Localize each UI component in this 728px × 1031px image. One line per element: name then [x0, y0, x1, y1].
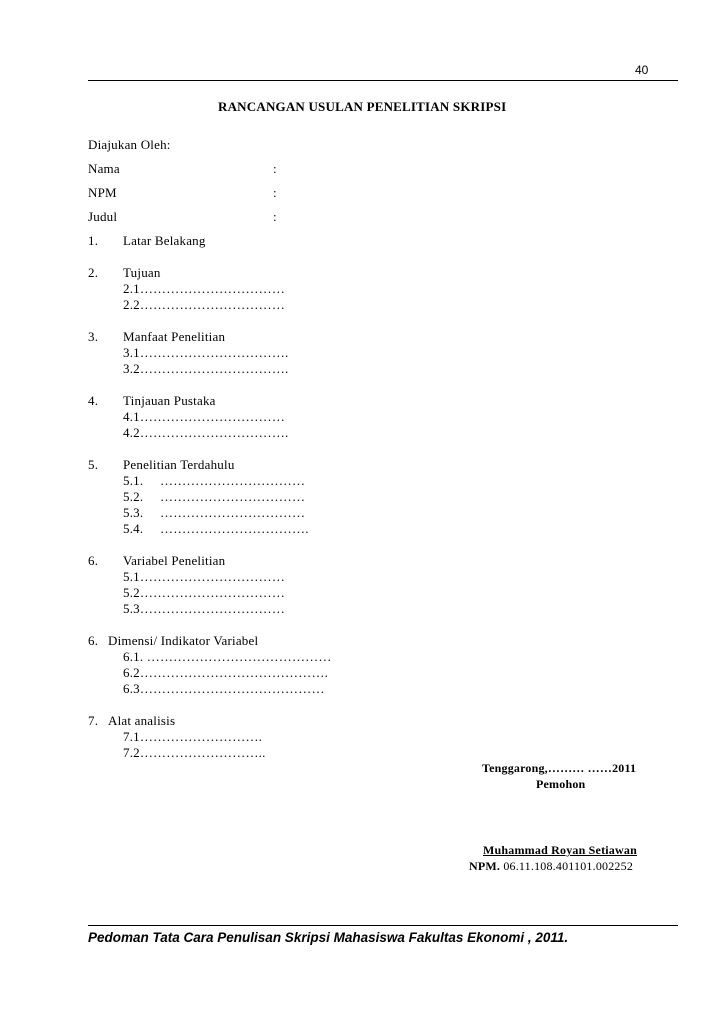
- header-rule: [88, 80, 678, 81]
- document-title: RANCANGAN USULAN PENELITIAN SKRIPSI: [218, 99, 507, 114]
- section-number: 1.: [88, 233, 99, 248]
- field-label-npm: NPM: [88, 185, 117, 200]
- field-separator: :: [273, 209, 277, 224]
- list-item-number: 5.2.: [123, 489, 144, 504]
- list-item: 5.2……………………………: [123, 585, 286, 600]
- list-item: 2.1……………………………: [123, 281, 286, 296]
- section-number: 7.: [88, 713, 99, 728]
- section-title-dimensi: Dimensi/ Indikator Variabel: [108, 633, 259, 648]
- section-title-latar-belakang: Latar Belakang: [123, 233, 206, 248]
- page-number: 40: [635, 63, 649, 77]
- list-item-number: 5.4.: [123, 521, 144, 536]
- section-number: 6.: [88, 553, 99, 568]
- list-item: 6.2…………………………………….: [123, 665, 329, 680]
- list-item: 3.2…………………………….: [123, 361, 289, 376]
- section-number: 4.: [88, 393, 99, 408]
- section-title-tujuan: Tujuan: [123, 265, 161, 280]
- field-separator: :: [273, 161, 277, 176]
- field-label-nama: Nama: [88, 161, 120, 176]
- section-title-manfaat: Manfaat Penelitian: [123, 329, 226, 344]
- list-item: 6.1. ……………………………………: [123, 649, 332, 664]
- signature-name: Muhammad Royan Setiawan: [483, 843, 637, 857]
- list-item-dots: ……………………………: [160, 505, 306, 520]
- section-number: 6.: [88, 633, 99, 648]
- submitted-by-label: Diajukan Oleh:: [88, 137, 171, 152]
- field-label-judul: Judul: [88, 209, 118, 224]
- list-item-dots: …………………………….: [160, 521, 309, 536]
- list-item: 5.1……………………………: [123, 569, 286, 584]
- list-item-number: 5.3.: [123, 505, 144, 520]
- field-separator: :: [273, 185, 277, 200]
- list-item-number: 5.1.: [123, 473, 144, 488]
- signature-npm: [469, 859, 633, 874]
- list-item-dots: ……………………………: [160, 473, 306, 488]
- list-item: 3.1…………………………….: [123, 345, 289, 360]
- list-item: 6.3……………………………………: [123, 681, 325, 696]
- section-title-penelitian-terdahulu: Penelitian Terdahulu: [123, 457, 235, 472]
- npm-label: NPM.: [469, 859, 501, 873]
- list-item: 7.1……………………….: [123, 729, 263, 744]
- section-number: 2.: [88, 265, 99, 280]
- list-item: 5.3……………………………: [123, 601, 286, 616]
- section-title-alat-analisis: Alat analisis: [108, 713, 176, 728]
- list-item: 7.2………………………..: [123, 745, 266, 760]
- list-item-dots: ……………………………: [160, 489, 306, 504]
- footer-text: Pedoman Tata Cara Penulisan Skripsi Mahasiswa Fakultas Ekonomi , 2011.: [88, 930, 569, 945]
- section-number: 5.: [88, 457, 99, 472]
- section-number: 3.: [88, 329, 99, 344]
- signature-role: Pemohon: [536, 777, 586, 791]
- signature-place-date: Tenggarong,……… ……2011: [482, 761, 637, 775]
- list-item: 4.2…………………………….: [123, 425, 289, 440]
- list-item: 2.2……………………………: [123, 297, 286, 312]
- list-item: 4.1……………………………: [123, 409, 286, 424]
- section-title-tinjauan: Tinjauan Pustaka: [123, 393, 216, 408]
- section-title-variabel: Variabel Penelitian: [123, 553, 226, 568]
- footer-rule: [88, 925, 678, 926]
- npm-value: 06.11.108.401101.002252: [503, 859, 634, 873]
